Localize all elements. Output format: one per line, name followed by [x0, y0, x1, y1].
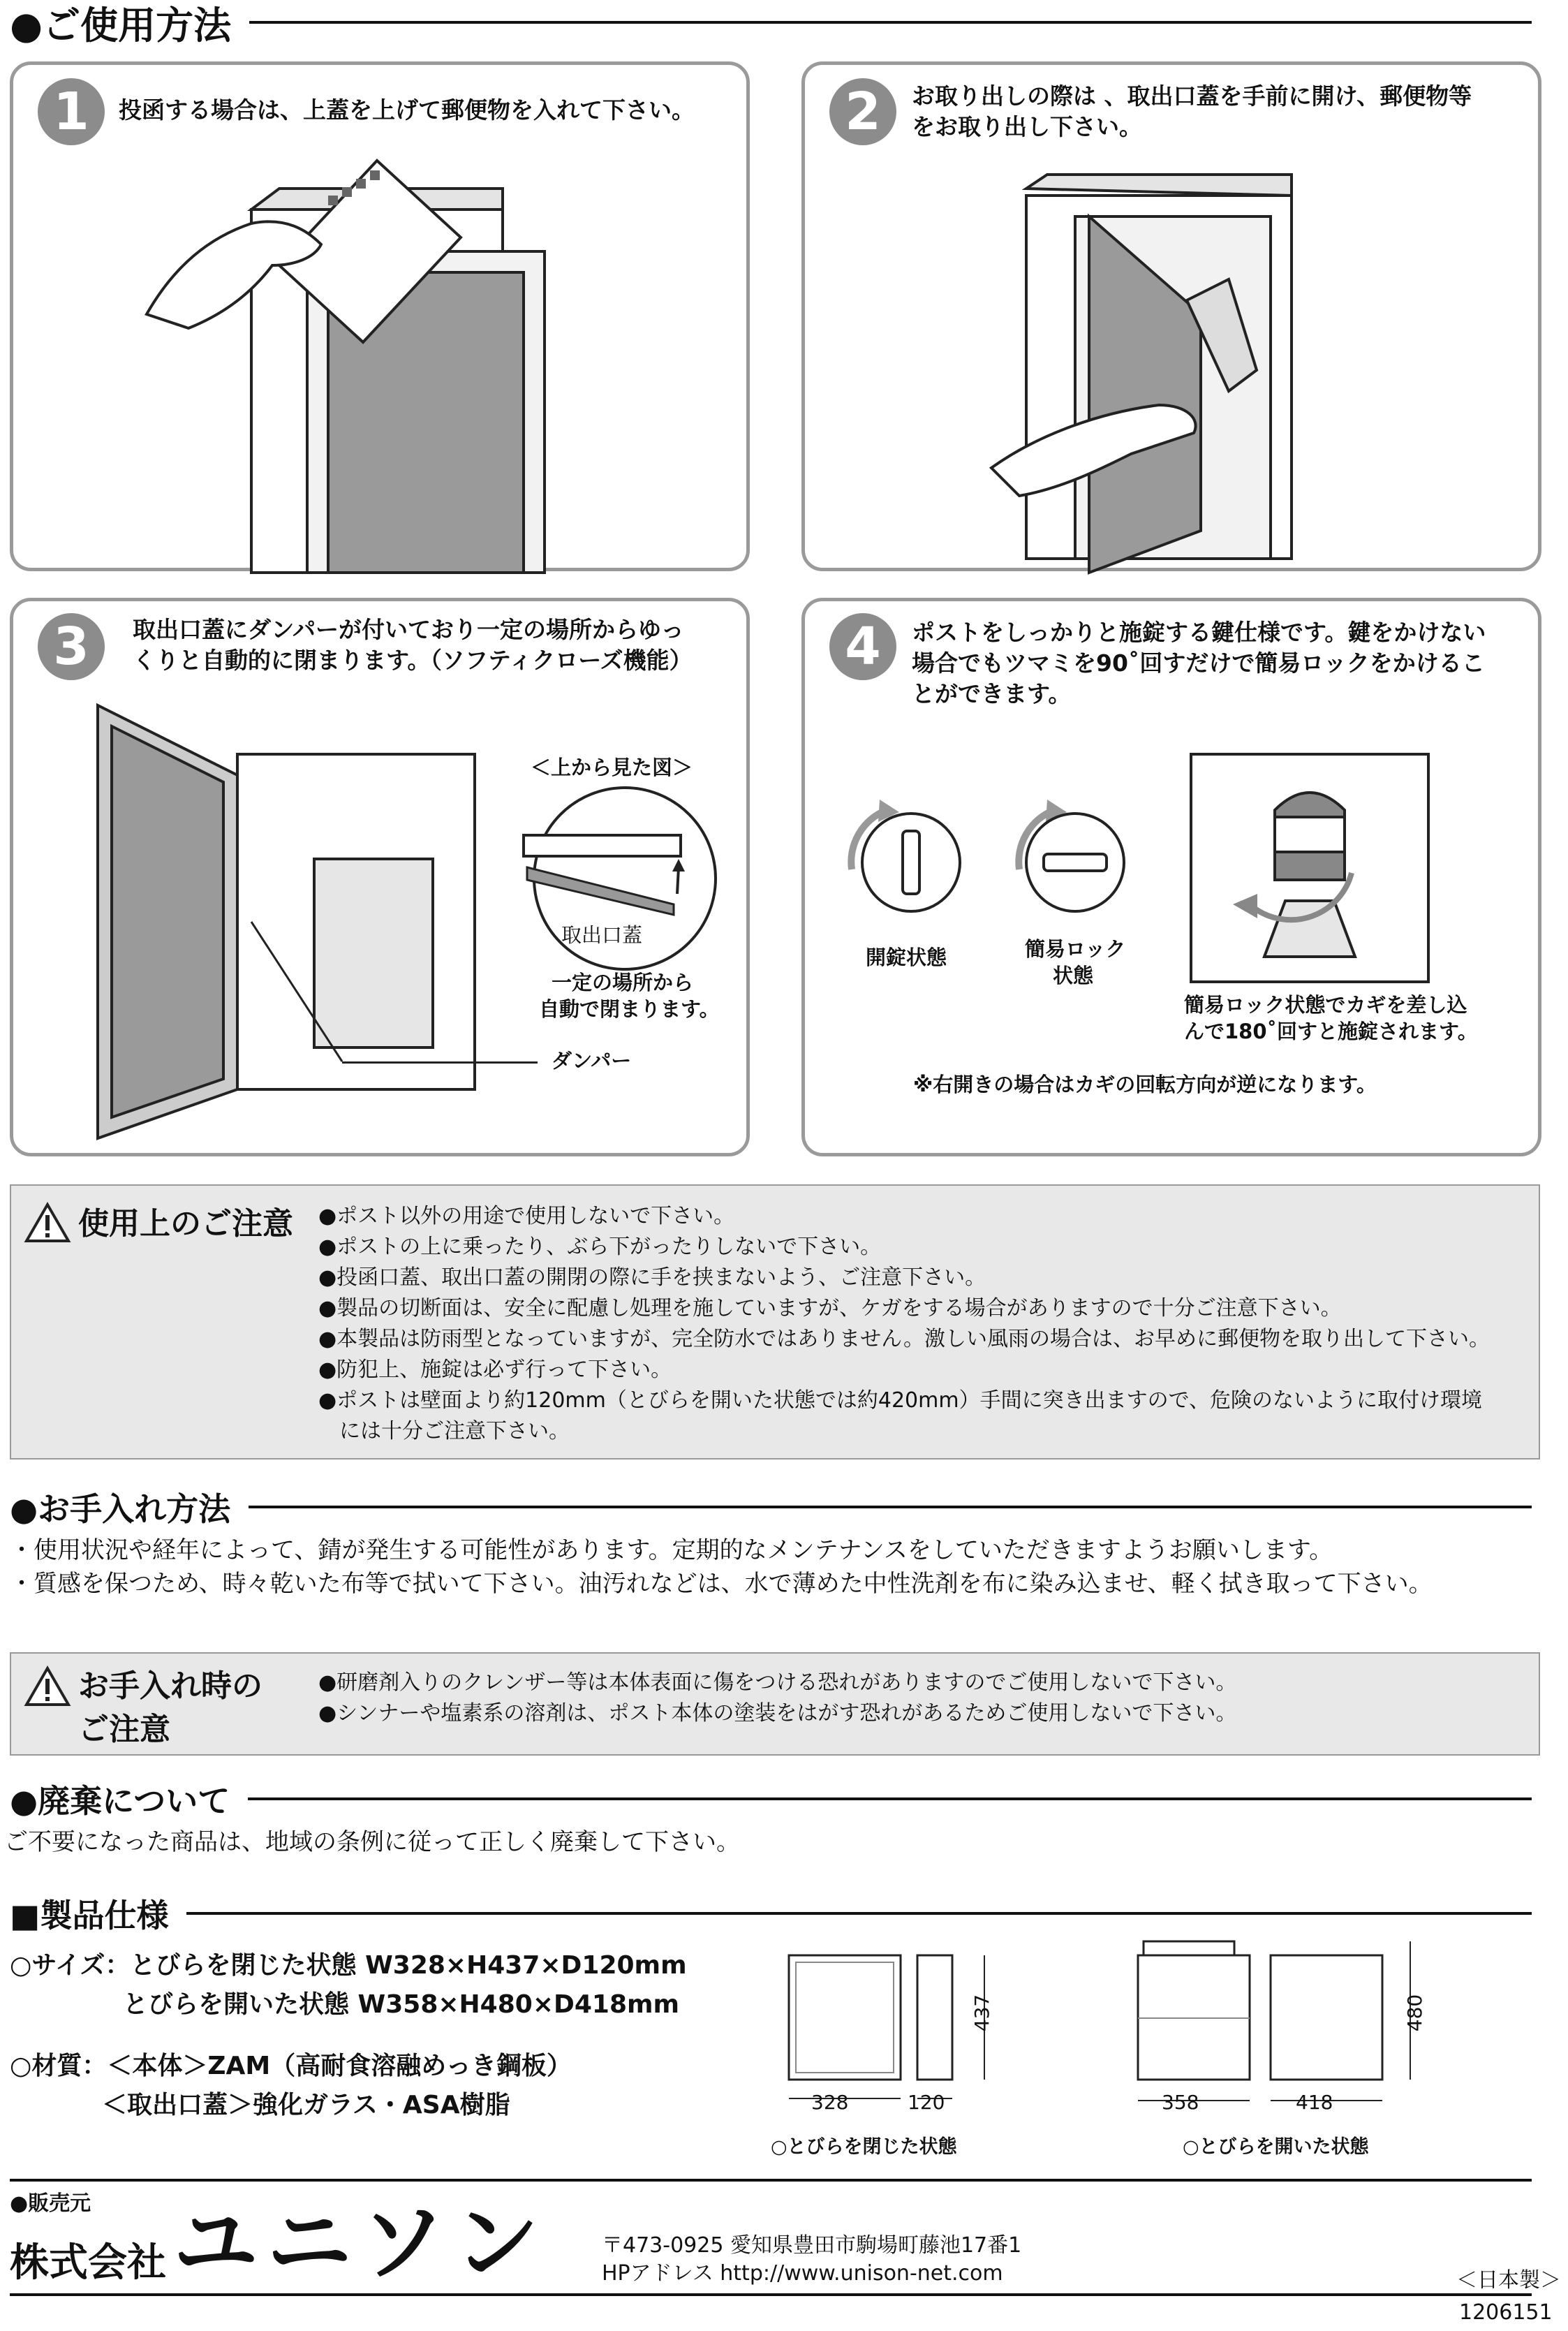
- simple-lock-label-1: 簡易ロック: [1025, 937, 1126, 961]
- care-line-2: ・質感を保つため、時々乾いた布等で拭いて下さい。油汚れなどは、水で薄めた中性洗剤を布に染み込ませ、軽く拭き取って下さい。: [10, 1570, 1433, 1598]
- simple-lock-knob-icon: [998, 793, 1138, 932]
- heading-rule: [186, 1912, 1532, 1915]
- care-caution-item: ●研磨剤入りのクレンザー等は本体表面に傷をつける恐れがありますのでご使用しないで下さい。: [318, 1670, 1237, 1695]
- step-3-topview-label: ＜上から見た図＞: [531, 756, 693, 779]
- care-caution-item: ●シンナーや塩素系の溶剤は、ポスト本体の塗装をはがす恐れがあるためご使用しないで下さい。: [318, 1701, 1237, 1726]
- step-1-illustration: [14, 154, 747, 566]
- closed-height-label: 437: [970, 1994, 994, 2032]
- closed-depth-label: 120: [908, 2091, 945, 2114]
- brand-logo: ユニソン: [173, 2193, 547, 2293]
- spec-heading: [10, 1892, 1532, 1934]
- closed-caption: ○とびらを閉じた状態: [771, 2136, 957, 2158]
- step-4-number: 4: [829, 613, 896, 680]
- usage-heading: [10, 0, 1532, 45]
- care-caution-title-2: ご注意: [78, 1712, 170, 1747]
- spec-material-2: ＜取出口蓋＞強化ガラス・ASA樹脂: [102, 2091, 510, 2119]
- simple-lock-label-2: 状態: [1053, 964, 1094, 987]
- step-3-damper-label: ダンパー: [552, 1049, 632, 1073]
- usage-caution-list: [318, 1201, 1533, 1447]
- caution-item: ●ポストは壁面より約120mm（とびらを開いた状態では約420mm）手間に突き出ますので、危険のないように取付け環境: [318, 1388, 1482, 1413]
- spec-heading-text: ■製品仕様: [10, 1897, 169, 1934]
- closed-width-label: 328: [811, 2091, 849, 2114]
- step-2-text-l1: お取り出しの際は 、取出口蓋を手前に開け、郵便物等: [912, 82, 1472, 110]
- disposal-text: ご不要になった商品は、地域の条例に従って正しく廃棄して下さい。: [4, 1828, 740, 1856]
- step-1-text: 投函する場合は、上蓋を上げて郵便物を入れて下さい。: [119, 96, 695, 124]
- warning-icon: [25, 1666, 70, 1707]
- spec-size: ○サイズ：とびらを閉じた状態 W328×H437×D120mm: [10, 1951, 687, 1980]
- caution-item: ●防犯上、施錠は必ず行って下さい。: [318, 1358, 672, 1382]
- step-2-text-l2: をお取り出し下さい。: [912, 113, 1142, 140]
- step-1-number: 1: [38, 78, 105, 145]
- caution-item: ●ポストの上に乗ったり、ぶら下がったりしないで下さい。: [318, 1235, 882, 1259]
- made-in-japan: ＜日本製＞: [1456, 2268, 1561, 2293]
- step-4-text-l2: 場合でもツマミを90˚回すだけで簡易ロックをかけるこ: [912, 649, 1485, 677]
- company-prefix: 株式会社: [10, 2240, 166, 2286]
- key-lock-figure: [1191, 754, 1428, 985]
- step-3-illustration: [84, 698, 503, 1131]
- usage-heading-text: ●ご使用方法: [10, 3, 232, 47]
- unlocked-knob-icon: [838, 793, 977, 932]
- heading-rule: [249, 1506, 1532, 1508]
- care-caution-title-1: お手入れ時の: [78, 1668, 262, 1704]
- spec-material-1: ○材質：＜本体＞ZAM（高耐食溶融めっき鋼板）: [10, 2052, 572, 2080]
- caution-item: には十分ご注意下さい。: [318, 1419, 570, 1443]
- key-note-2: んで180˚回すと施錠されます。: [1184, 1020, 1478, 1043]
- step-3-text-l1: 取出口蓋にダンパーが付いており一定の場所からゆっ: [133, 616, 684, 643]
- step-2-illustration: [810, 140, 1536, 566]
- care-heading: [10, 1486, 1532, 1528]
- open-caption: ○とびらを開いた状態: [1183, 2136, 1369, 2158]
- damper-leader: [342, 1061, 538, 1064]
- step-3-text-l2: くりと自動的に閉まります。（ソフティクローズ機能）: [133, 647, 693, 674]
- step-3-number: 3: [38, 613, 105, 680]
- step-4-text-l1: ポストをしっかりと施錠する鍵仕様です。鍵をかけない: [912, 619, 1486, 646]
- unlocked-label: 開錠状態: [866, 946, 947, 969]
- spec-size-open: とびらを開いた状態 W358×H480×D418mm: [123, 1990, 680, 2019]
- disposal-heading: [10, 1778, 1532, 1820]
- heading-rule: [249, 21, 1532, 24]
- document-code: 1206151: [1459, 2300, 1553, 2325]
- key-note-1: 簡易ロック状態でカギを差し込: [1184, 993, 1467, 1017]
- company-url: HPアドレス http://www.unison-net.com: [602, 2261, 1003, 2286]
- step-2-number: 2: [829, 78, 896, 145]
- right-open-note: ※右開きの場合はカギの回転方向が逆になります。: [913, 1073, 1377, 1096]
- company-address: 〒473-0925 愛知県豊田市駒場町藤池17番1: [602, 2233, 1022, 2258]
- caution-item: ●本製品は防雨型となっていますが、完全防水ではありません。激しい風雨の場合は、お早めに郵便物を取り出して下さい。: [318, 1327, 1490, 1351]
- open-width-label: 358: [1162, 2091, 1199, 2114]
- caution-item: ●投函口蓋、取出口蓋の開閉の際に手を挟まないよう、ご注意下さい。: [318, 1265, 986, 1290]
- footer-top-rule: [10, 2179, 1532, 2182]
- footer-bottom-rule: [10, 2293, 1532, 2296]
- caution-item: ●製品の切断面は、安全に配慮し処理を施していますが、ケガをする場合がありますので十分ご注意下さい。: [318, 1296, 1342, 1321]
- open-height-label: 480: [1403, 1994, 1427, 2032]
- caution-item: ●ポスト以外の用途で使用しないで下さい。: [318, 1204, 735, 1228]
- seller-label: ●販売元: [10, 2191, 91, 2216]
- step-3-auto-label-1: 一定の場所から: [552, 971, 694, 994]
- step-3-auto-label-2: 自動で閉まります。: [539, 997, 720, 1021]
- care-heading-text: ●お手入れ方法: [10, 1490, 231, 1528]
- care-line-1: ・使用状況や経年によって、錆が発生する可能性があります。定期的なメンテナンスをしていただきますようお願いします。: [10, 1536, 1333, 1564]
- disposal-heading-text: ●廃棄について: [10, 1782, 230, 1820]
- heading-rule: [248, 1797, 1532, 1800]
- step-4-text-l3: とができます。: [912, 680, 1072, 707]
- warning-icon: [25, 1203, 70, 1243]
- step-3-lid-label: 取出口蓋: [561, 923, 643, 947]
- usage-caution-title: 使用上のご注意: [78, 1206, 293, 1242]
- open-depth-label: 418: [1296, 2091, 1333, 2114]
